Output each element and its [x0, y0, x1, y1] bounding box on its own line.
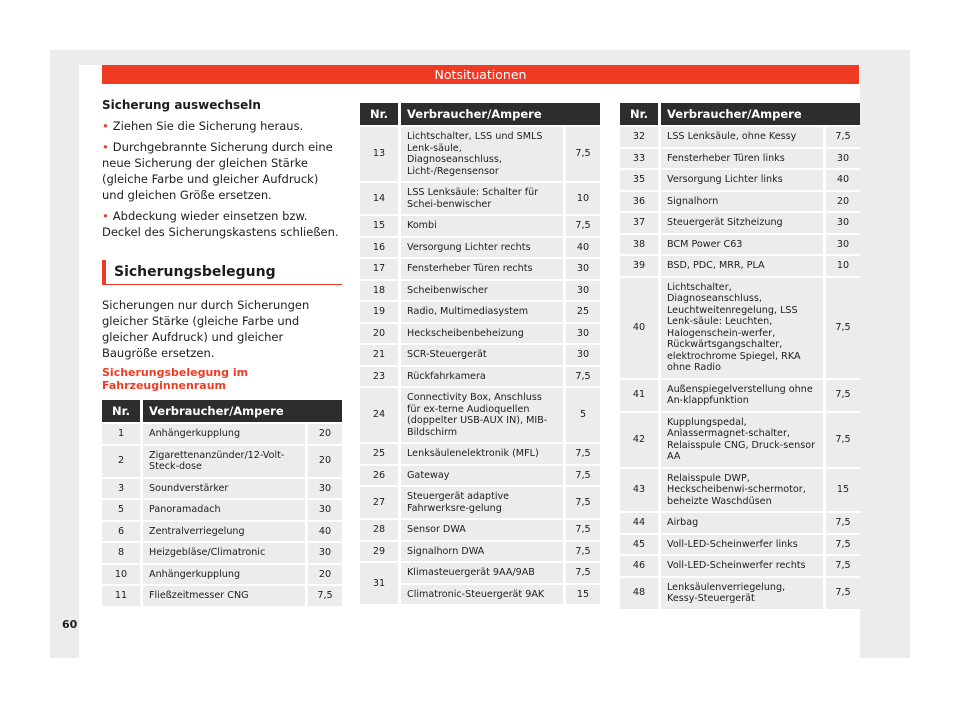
table-row: [360, 487, 600, 518]
fuse-ampere: 40: [308, 522, 342, 542]
fuse-ampere: 7,5: [826, 535, 860, 555]
fuse-ampere: 30: [566, 345, 600, 365]
fuse-ampere: 30: [826, 149, 860, 169]
table-row: [102, 586, 342, 606]
fuse-number: 16: [360, 238, 401, 258]
fuse-ampere: 30: [566, 281, 600, 301]
fuse-consumer: BSD, PDC, MRR, PLA: [661, 256, 826, 276]
instruction-step-1: • Ziehen Sie die Sicherung heraus.: [102, 119, 304, 133]
table-row: [620, 278, 860, 378]
fuse-number: 36: [620, 192, 661, 212]
fuse-ampere: 20: [308, 565, 342, 585]
fuse-consumer: LSS Lenksäule, ohne Kessy: [661, 127, 826, 147]
fuse-number: 14: [360, 183, 401, 214]
table-row: [620, 469, 860, 512]
fuse-number: 18: [360, 281, 401, 301]
fuse-ampere: 20: [826, 192, 860, 212]
table-row: [620, 380, 860, 411]
table-row: [620, 213, 860, 233]
fuse-consumer: Panoramadach: [143, 500, 308, 520]
fuse-consumer: Signalhorn DWA: [401, 542, 566, 562]
fuse-ampere: 7,5: [826, 278, 860, 378]
fuse-consumer: LSS Lenksäule: Schalter für Schei-benwischer: [401, 183, 566, 214]
fuse-ampere: 10: [566, 183, 600, 214]
table-row: [360, 563, 600, 583]
fuse-ampere: 7,5: [826, 513, 860, 533]
fuse-table-1: [102, 398, 342, 608]
fuse-ampere: 30: [826, 213, 860, 233]
table-row: [360, 281, 600, 301]
fuse-number: 2: [102, 446, 143, 477]
table-row: [360, 542, 600, 562]
fuse-number: 41: [620, 380, 661, 411]
instruction-step-2: • Durchgebrannte Sicherung durch eine neue Sicherung der gleichen Stärke (gleiche Farbe und gleicher Aufdruck) und gleichen Größe ersetzen.: [102, 140, 333, 202]
fuse-consumer: Außenspiegelverstellung ohne An-klappfunktion: [661, 380, 826, 411]
fuse-ampere: 7,5: [826, 380, 860, 411]
fuse-consumer: Scheibenwischer: [401, 281, 566, 301]
fuse-consumer: Relaisspule DWP, Heckscheibenwi-schermotor, beheizte Waschdüsen: [661, 469, 826, 512]
fuse-consumer: Sensor DWA: [401, 520, 566, 540]
table-row: [620, 127, 860, 147]
fuse-ampere: 7,5: [566, 216, 600, 236]
col-header-consumer: Verbraucher/Ampere: [401, 103, 600, 125]
fuse-consumer: Anhängerkupplung: [143, 565, 308, 585]
fuse-number: 1: [102, 424, 143, 444]
table-row: [620, 192, 860, 212]
fuse-number: 15: [360, 216, 401, 236]
table-row: [360, 520, 600, 540]
table-row: [360, 345, 600, 365]
table-row: [360, 466, 600, 486]
col-header-nr: Nr.: [620, 103, 661, 125]
page-number: 60: [62, 618, 78, 631]
fuse-number: 10: [102, 565, 143, 585]
fuse-consumer: Steuergerät adaptive Fahrwerksre-gelung: [401, 487, 566, 518]
instruction-heading: Sicherung auswechseln: [102, 98, 261, 112]
fuse-number: 39: [620, 256, 661, 276]
fuse-consumer: Rückfahrkamera: [401, 367, 566, 387]
fuse-ampere: 25: [566, 302, 600, 322]
fuse-number: 6: [102, 522, 143, 542]
fuse-ampere: 20: [308, 424, 342, 444]
table-row: [102, 500, 342, 520]
fuse-consumer: Fensterheber Türen links: [661, 149, 826, 169]
fuse-consumer: Voll-LED-Scheinwerfer rechts: [661, 556, 826, 576]
table-row: [102, 565, 342, 585]
fuse-ampere: 5: [566, 388, 600, 442]
fuse-ampere: 7,5: [308, 586, 342, 606]
col-header-consumer: Verbraucher/Ampere: [661, 103, 860, 125]
fuse-ampere: 30: [566, 259, 600, 279]
fuse-ampere: 10: [826, 256, 860, 276]
fuse-consumer: BCM Power C63: [661, 235, 826, 255]
fuse-ampere: 7,5: [566, 563, 600, 583]
table-row: [360, 324, 600, 344]
fuse-number: 3: [102, 479, 143, 499]
fuse-consumer: Airbag: [661, 513, 826, 533]
col-header-nr: Nr.: [360, 103, 401, 125]
section-text: Sicherungen nur durch Sicherungen gleicher Stärke (gleiche Farbe und gleicher Aufdruck) und gleicher Baugröße ersetzen.: [102, 298, 310, 360]
fuse-consumer: Lichtschalter, Diagnoseanschluss, Leuchtweitenregelung, LSS Lenk-säule: Leuchten, Halogenschein-werfer, Rückwärtsgangschalter, elektrochrome Spiegel, RKA ohne Radio: [661, 278, 826, 378]
table-row: [360, 367, 600, 387]
fuse-number: 26: [360, 466, 401, 486]
table-row: [360, 302, 600, 322]
table-row: [620, 535, 860, 555]
fuse-consumer: Zigarettenanzünder/12-Volt-Steck-dose: [143, 446, 308, 477]
fuse-ampere: 7,5: [566, 444, 600, 464]
fuse-table-2: [360, 101, 600, 606]
table-row: [620, 235, 860, 255]
table-row: [360, 127, 600, 181]
fuse-number: 19: [360, 302, 401, 322]
fuse-consumer: Fensterheber Türen rechts: [401, 259, 566, 279]
fuse-ampere: 15: [566, 585, 600, 605]
fuse-consumer: Voll-LED-Scheinwerfer links: [661, 535, 826, 555]
fuse-consumer: Versorgung Lichter links: [661, 170, 826, 190]
fuse-ampere: 7,5: [566, 520, 600, 540]
table-subheading: Sicherungsbelegung im Fahrzeuginnenraum: [102, 366, 249, 392]
fuse-number: 21: [360, 345, 401, 365]
fuse-number: 46: [620, 556, 661, 576]
fuse-ampere: 7,5: [826, 413, 860, 467]
fuse-ampere: 7,5: [826, 127, 860, 147]
fuse-number: 28: [360, 520, 401, 540]
table-row: [360, 238, 600, 258]
fuse-number: 43: [620, 469, 661, 512]
fuse-ampere: 30: [826, 235, 860, 255]
fuse-consumer: Radio, Multimediasystem: [401, 302, 566, 322]
table-row: [360, 444, 600, 464]
fuse-ampere: 30: [308, 543, 342, 563]
fuse-consumer: Fließzeitmesser CNG: [143, 586, 308, 606]
fuse-consumer: Signalhorn: [661, 192, 826, 212]
table-row: [360, 259, 600, 279]
table-row: [620, 513, 860, 533]
fuse-ampere: 7,5: [566, 542, 600, 562]
instruction-step-3: • Abdeckung wieder einsetzen bzw. Deckel des Sicherungskastens schließen.: [102, 209, 339, 239]
fuse-ampere: 15: [826, 469, 860, 512]
table-row: [102, 479, 342, 499]
fuse-consumer: Kupplungspedal, Anlassermagnet-schalter, Relaisspule CNG, Druck-sensor AA: [661, 413, 826, 467]
fuse-number: 29: [360, 542, 401, 562]
fuse-number: 8: [102, 543, 143, 563]
col-header-consumer: Verbraucher/Ampere: [143, 400, 342, 422]
fuse-consumer: Heckscheibenbeheizung: [401, 324, 566, 344]
fuse-number: 24: [360, 388, 401, 442]
fuse-ampere: 30: [308, 479, 342, 499]
fuse-consumer: Lenksäulenelektronik (MFL): [401, 444, 566, 464]
fuse-number: 11: [102, 586, 143, 606]
table-row: [360, 216, 600, 236]
table-row: [102, 543, 342, 563]
fuse-number: 17: [360, 259, 401, 279]
section-title: Sicherungsbelegung: [102, 260, 342, 285]
table-row: [360, 183, 600, 214]
fuse-number: 13: [360, 127, 401, 181]
fuse-number: 44: [620, 513, 661, 533]
fuse-number: 31: [360, 563, 401, 604]
fuse-ampere: 7,5: [826, 578, 860, 609]
fuse-ampere: 30: [308, 500, 342, 520]
table-row: [620, 149, 860, 169]
fuse-number: 25: [360, 444, 401, 464]
left-column: [102, 98, 342, 608]
table-row: [102, 446, 342, 477]
fuse-ampere: 7,5: [566, 127, 600, 181]
table-row: [620, 578, 860, 609]
fuse-consumer: Zentralverriegelung: [143, 522, 308, 542]
fuse-number: 23: [360, 367, 401, 387]
table-row: [620, 170, 860, 190]
fuse-number: 38: [620, 235, 661, 255]
fuse-consumer: Lichtschalter, LSS und SMLS Lenk-säule, Diagnoseanschluss, Licht-/Regensensor: [401, 127, 566, 181]
fuse-number: 5: [102, 500, 143, 520]
fuse-number: 40: [620, 278, 661, 378]
fuse-number: 48: [620, 578, 661, 609]
fuse-ampere: 40: [826, 170, 860, 190]
fuse-consumer: Lenksäulenverriegelung, Kessy-Steuergerät: [661, 578, 826, 609]
fuse-consumer: Gateway: [401, 466, 566, 486]
table-row: [102, 424, 342, 444]
fuse-ampere: 7,5: [566, 466, 600, 486]
fuse-consumer: Klimasteuergerät 9AA/9AB: [401, 563, 566, 583]
fuse-consumer: Versorgung Lichter rechts: [401, 238, 566, 258]
table-row: [620, 256, 860, 276]
fuse-number: 37: [620, 213, 661, 233]
fuse-ampere: 30: [566, 324, 600, 344]
fuse-ampere: 7,5: [566, 487, 600, 518]
fuse-table-3: [620, 101, 860, 611]
chapter-header: Notsituationen: [102, 65, 859, 84]
fuse-consumer: Soundverstärker: [143, 479, 308, 499]
fuse-consumer: Connectivity Box, Anschluss für ex-terne Audioquellen (doppelter USB-AUX IN), MIB-Bildschirm: [401, 388, 566, 442]
fuse-ampere: 20: [308, 446, 342, 477]
col-header-nr: Nr.: [102, 400, 143, 422]
fuse-number: 32: [620, 127, 661, 147]
table-row: [620, 413, 860, 467]
fuse-consumer: Steuergerät Sitzheizung: [661, 213, 826, 233]
fuse-consumer: Kombi: [401, 216, 566, 236]
fuse-number: 27: [360, 487, 401, 518]
table-row: [102, 522, 342, 542]
fuse-number: 33: [620, 149, 661, 169]
fuse-ampere: 7,5: [826, 556, 860, 576]
fuse-ampere: 7,5: [566, 367, 600, 387]
table-row: [620, 556, 860, 576]
fuse-number: 45: [620, 535, 661, 555]
table-row: [360, 388, 600, 442]
fuse-consumer: Anhängerkupplung: [143, 424, 308, 444]
fuse-consumer: Heizgebläse/Climatronic: [143, 543, 308, 563]
fuse-number: 20: [360, 324, 401, 344]
fuse-ampere: 40: [566, 238, 600, 258]
middle-column: [360, 101, 600, 606]
fuse-number: 42: [620, 413, 661, 467]
fuse-consumer: Climatronic-Steuergerät 9AK: [401, 585, 566, 605]
fuse-number: 35: [620, 170, 661, 190]
fuse-consumer: SCR-Steuergerät: [401, 345, 566, 365]
right-column: [620, 101, 860, 611]
